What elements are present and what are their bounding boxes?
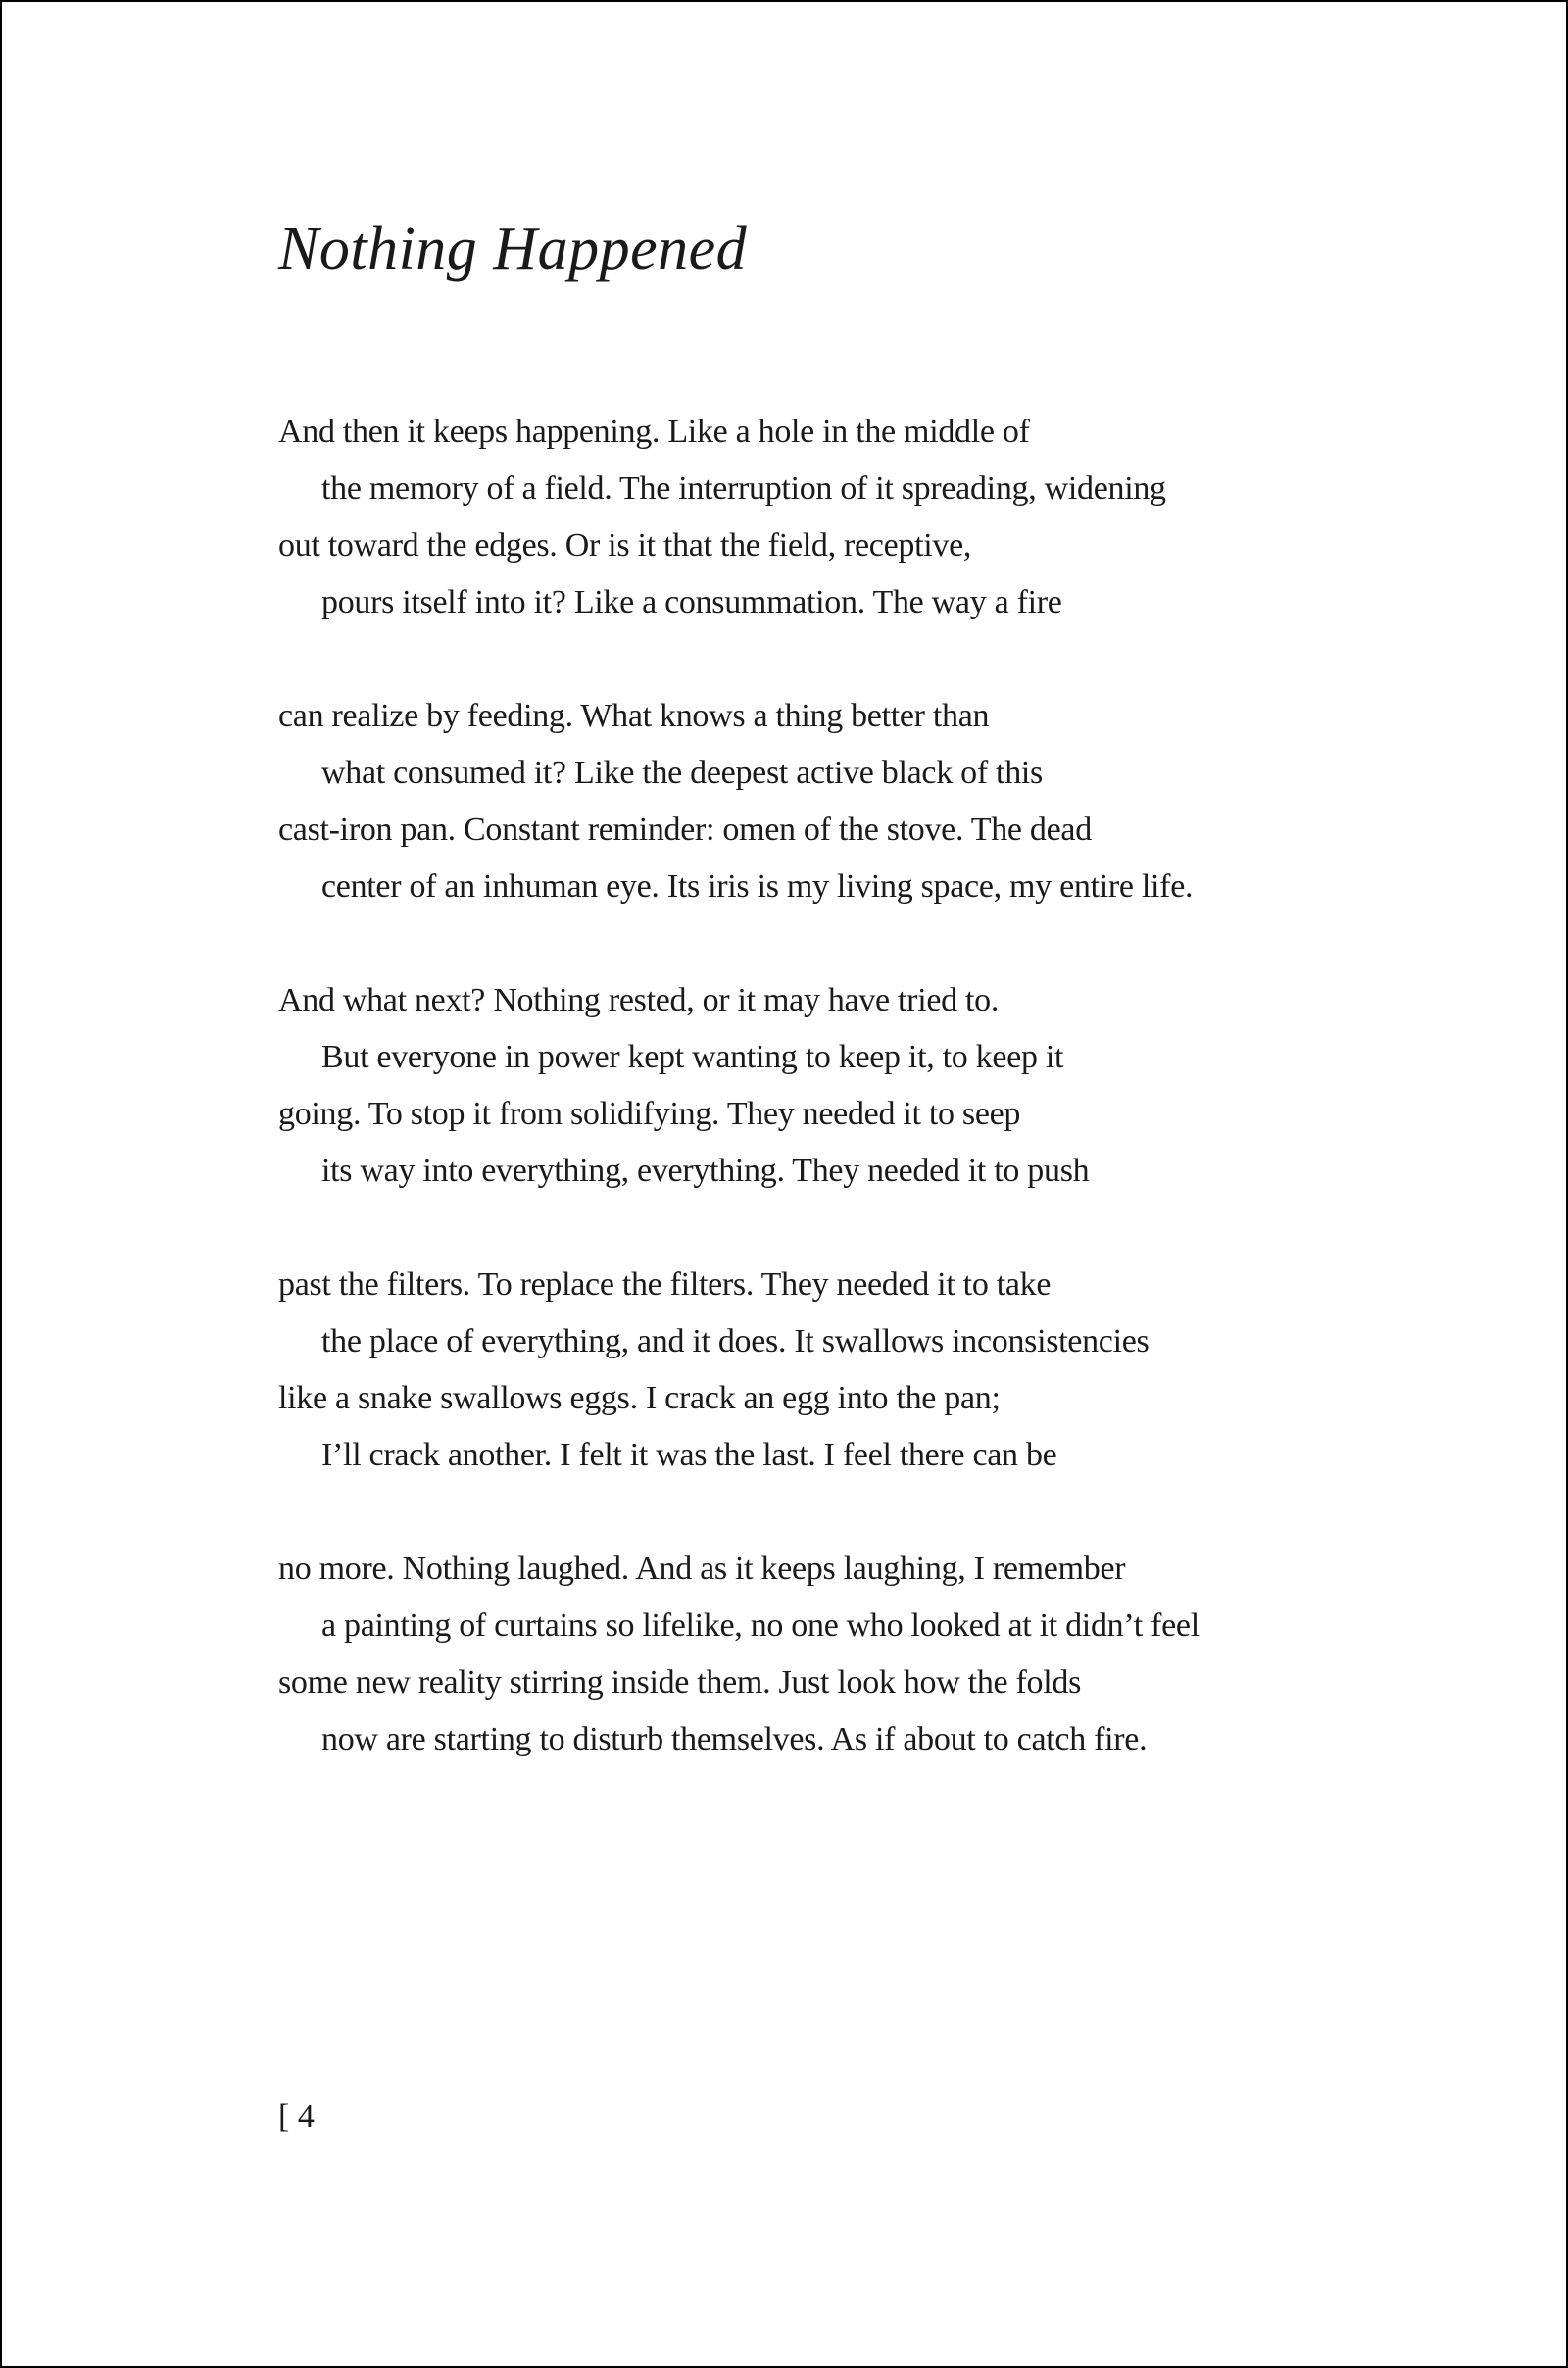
poem-line: can realize by feeding. What knows a thing better than — [278, 698, 990, 734]
stanza-4 — [278, 1257, 1298, 1484]
poem-title: Nothing Happened — [278, 216, 748, 282]
poem-line: past the filters. To replace the filters. They needed it to take — [278, 1266, 1052, 1303]
poem-line: And what next? Nothing rested, or it may have tried to. — [278, 982, 1000, 1018]
stanza-3 — [278, 972, 1298, 1200]
poem-line: its way into everything, everything. They needed it to push — [321, 1153, 1090, 1189]
page-number: [ 4 — [278, 2098, 315, 2135]
poem-line: center of an inhuman eye. Its iris is my living space, my entire life. — [321, 868, 1194, 905]
poem-line: And then it keeps happening. Like a hole in the middle of — [278, 414, 1030, 450]
poem-line: I’ll crack another. I felt it was the last. I feel there can be — [321, 1437, 1057, 1473]
stanza-2 — [278, 688, 1298, 915]
poem-line: going. To stop it from solidifying. They needed it to seep — [278, 1096, 1021, 1132]
poem-line: a painting of curtains so lifelike, no one who looked at it didn’t feel — [321, 1607, 1200, 1644]
poem-line: now are starting to disturb themselves. As if about to catch fire. — [321, 1721, 1148, 1757]
poem-line: some new reality stirring inside them. Just look how the folds — [278, 1664, 1082, 1701]
poem-line: what consumed it? Like the deepest active black of this — [321, 755, 1043, 791]
poem-line: pours itself into it? Like a consummation. The way a fire — [321, 584, 1062, 620]
poem-line: like a snake swallows eggs. I crack an egg into the pan; — [278, 1380, 1001, 1416]
poem-line: out toward the edges. Or is it that the field, receptive, — [278, 527, 972, 564]
stanza-1 — [278, 404, 1298, 631]
poem-line: the place of everything, and it does. It swallows inconsistencies — [321, 1323, 1150, 1359]
poem-line: no more. Nothing laughed. And as it keeps laughing, I remember — [278, 1551, 1126, 1587]
poem-line: the memory of a field. The interruption of it spreading, widening — [321, 470, 1166, 507]
stanza-5 — [278, 1541, 1298, 1768]
poem-body — [278, 404, 1298, 1768]
poem-line: But everyone in power kept wanting to keep it, to keep it — [321, 1039, 1064, 1075]
poem-line: cast-iron pan. Constant reminder: omen of the stove. The dead — [278, 812, 1092, 848]
